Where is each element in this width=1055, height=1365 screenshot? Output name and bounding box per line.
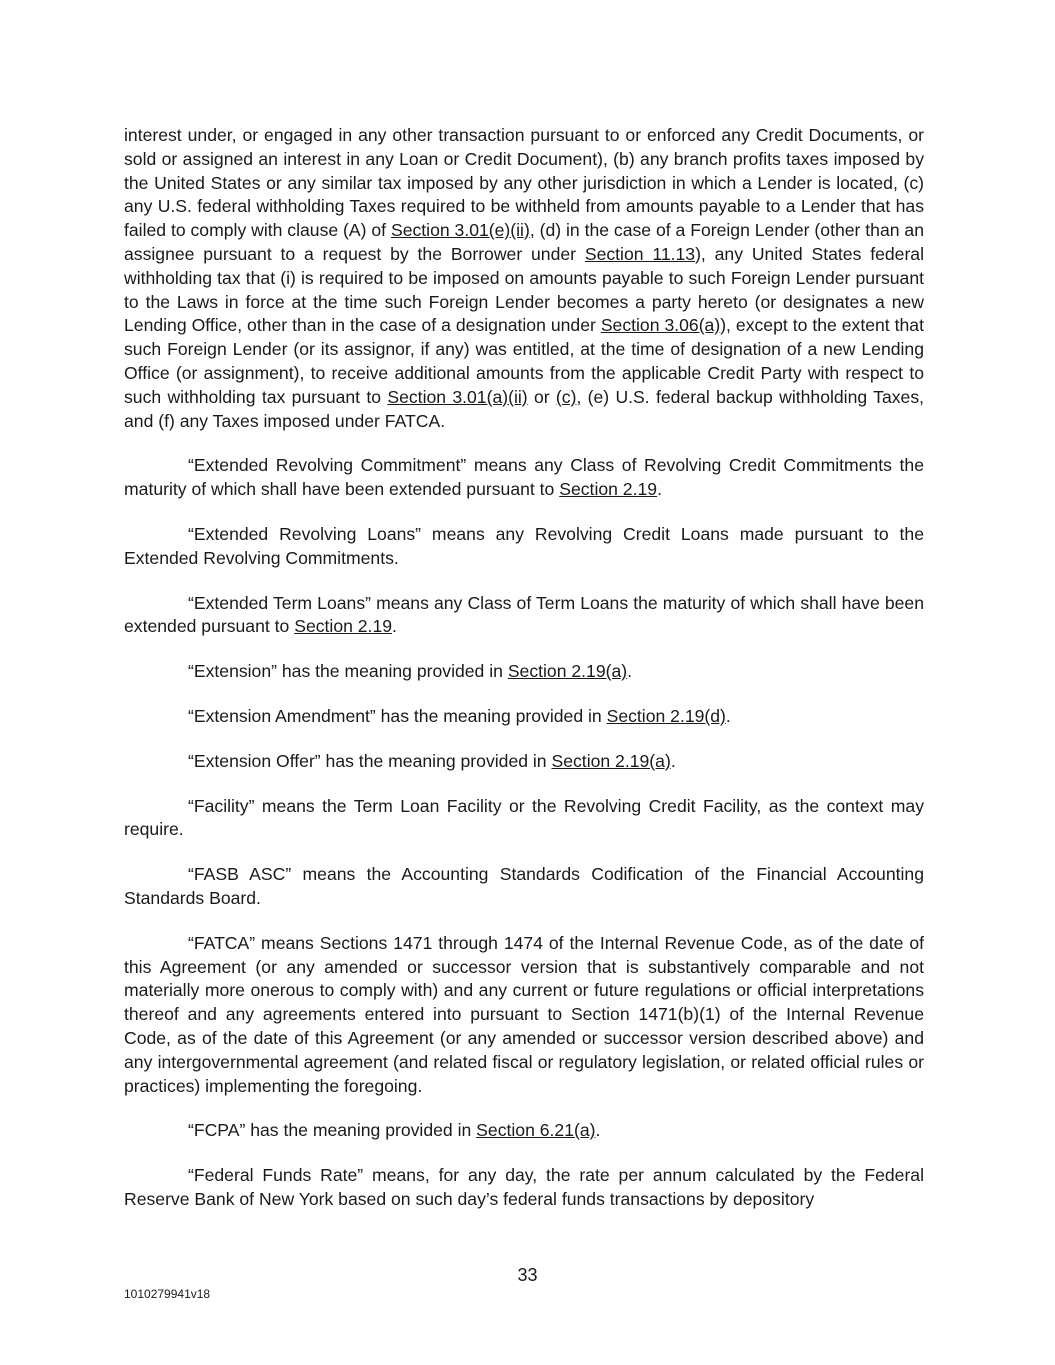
definition-extension: “Extension” has the meaning provided in Section 2.19(a). xyxy=(188,661,633,682)
definition-federal-funds-rate: “Federal Funds Rate” means, for any day, the rate per annum calculated by the Federal Reserve Bank of New York based on such day’s federal funds transactions by depository xyxy=(124,1165,924,1209)
section-reference-link[interactable]: Section 2.19(d) xyxy=(606,705,726,726)
document-body xyxy=(124,124,924,1233)
definition-fatca: “FATCA” means Sections 1471 through 1474 of the Internal Revenue Code, as of the date of this Agreement (or any amended or successor version that is substantively comparable and not materially more onerous to comply with) and any current or future regulations or official interpretations thereof and any agreements entered into pursuant to Section 1471(b)(1) of the Internal Revenue Code, as of the date of this Agreement (or any amended or successor version described above) and any intergovernmental agreement (and related fiscal or regulatory legislation, or related official rules or practices) implementing the foregoing. xyxy=(124,932,924,1096)
section-reference-link[interactable]: (c) xyxy=(555,386,577,407)
section-reference-link[interactable]: Section 3.01(e)(ii) xyxy=(390,220,530,241)
section-reference-link[interactable]: Section 6.21(a) xyxy=(476,1120,596,1141)
section-reference-link[interactable]: Section 2.19 xyxy=(559,479,658,500)
definition-fcpa: “FCPA” has the meaning provided in Section 6.21(a). xyxy=(188,1120,601,1141)
section-reference-link[interactable]: Section 11.13 xyxy=(584,243,696,264)
section-reference-link[interactable]: Section 2.19 xyxy=(294,616,393,637)
section-reference-link[interactable]: Section 2.19(a) xyxy=(551,750,671,771)
definition-extended-revolving-commitment: “Extended Revolving Commitment” means any Class of Revolving Credit Commitments the maturity of which shall have been extended pursuant to Section 2.19. xyxy=(124,455,924,500)
definition-extended-term-loans: “Extended Term Loans” means any Class of Term Loans the maturity of which shall have been extended pursuant to Section 2.19. xyxy=(124,592,924,637)
definition-extension-amendment: “Extension Amendment” has the meaning provided in Section 2.19(d). xyxy=(188,705,731,726)
section-reference-link[interactable]: Section 3.06(a) xyxy=(600,315,721,336)
definition-extension-offer: “Extension Offer” has the meaning provided in Section 2.19(a). xyxy=(188,750,676,771)
paragraph-continued: interest under, or engaged in any other transaction pursuant to or enforced any Credit Documents, or sold or assigned an interest in any Loan or Credit Document), (b) any branch profits taxes imposed by the United States or any similar tax imposed by any other jurisdiction in which a Lender is located, (c) any U.S. federal withholding Taxes required to be withheld from amounts payable to a Lender that has failed to comply with clause (A) of Section 3.01(e)(ii), (d) in the case of a Foreign Lender (other than an assignee pursuant to a request by the Borrower under Section 11.13), any United States federal withholding tax that (i) is required to be imposed on amounts payable to such Foreign Lender pursuant to the Laws in force at the time such Foreign Lender becomes a party hereto (or designates a new Lending Office, other than in the case of a designation under Section 3.06(a)), except to the extent that such Foreign Lender (or its assignor, if any) was entitled, at the time of designation of a new Lending Office (or assignment), to receive additional amounts from the applicable Credit Party with respect to such withholding tax pursuant to Section 3.01(a)(ii) or (c), (e) U.S. federal backup withholding Taxes, and (f) any Taxes imposed under FATCA. xyxy=(124,125,925,431)
definition-extended-revolving-loans: “Extended Revolving Loans” means any Revolving Credit Loans made pursuant to the Extended Revolving Commitments. xyxy=(124,523,924,568)
document-id: 1010279941v18 xyxy=(124,1287,211,1301)
definition-fasb-asc: “FASB ASC” means the Accounting Standards Codification of the Financial Accounting Standards Board. xyxy=(124,864,924,908)
page-number: 33 xyxy=(517,1265,538,1285)
definition-facility: “Facility” means the Term Loan Facility or the Revolving Credit Facility, as the context may require. xyxy=(124,795,924,840)
section-reference-link[interactable]: Section 3.01(a)(ii) xyxy=(387,386,528,407)
section-reference-link[interactable]: Section 2.19(a) xyxy=(507,661,628,682)
